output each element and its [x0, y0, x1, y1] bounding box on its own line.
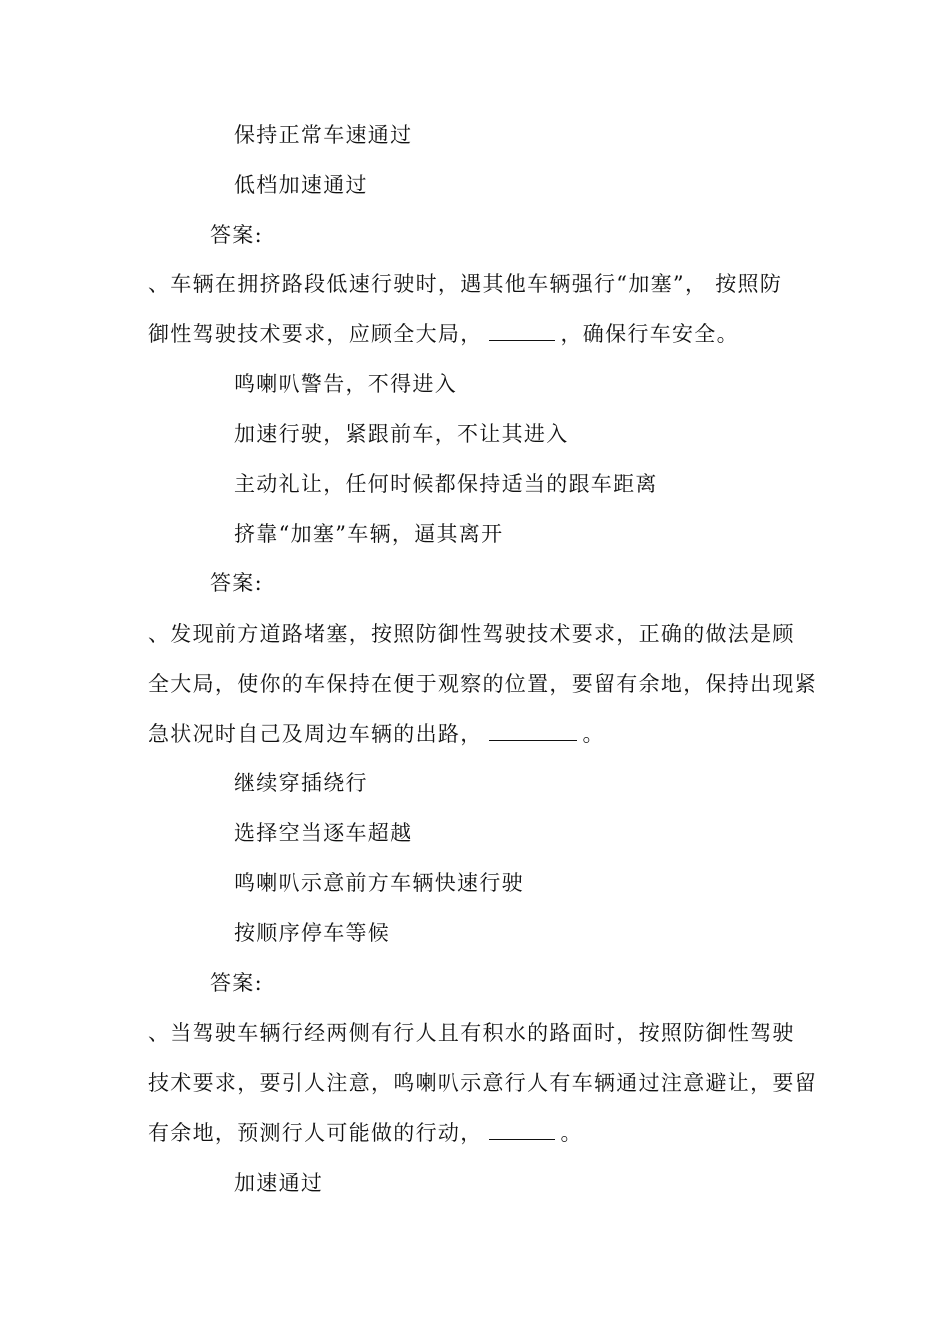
question-1-text-after-blank: ，确保行车安全。: [560, 322, 739, 346]
option-a: 鸣喇叭警告，不得进入: [234, 372, 457, 396]
option-a: 保持正常车速通过: [234, 123, 413, 147]
question-3-line-3: [148, 1120, 583, 1146]
answer-label: 答案:: [210, 971, 263, 995]
option-b: 加速行驶，紧跟前车，不让其进入: [234, 422, 569, 446]
option-b: 选择空当逐车超越: [234, 821, 413, 845]
option-d: 按顺序停车等候: [234, 921, 391, 945]
answer-blank: [489, 1121, 555, 1140]
option-c: 主动礼让，任何时候都保持适当的跟车距离: [234, 472, 658, 496]
question-2-line-1: 、发现前方道路堵塞，按照防御性驾驶技术要求，正确的做法是顾: [148, 622, 795, 646]
question-2-line-2: 全大局，使你的车保持在便于观察的位置，要留有余地，保持出现紧: [148, 672, 817, 696]
option-a: 继续穿插绕行: [234, 771, 368, 795]
question-3-line-1: 、当驾驶车辆行经两侧有行人且有积水的路面时，按照防御性驾驶: [148, 1021, 795, 1045]
question-2-text-before-blank: 急状况时自己及周边车辆的出路，: [148, 722, 483, 746]
option-c: 鸣喇叭示意前方车辆快速行驶: [234, 871, 524, 895]
option-a: 加速通过: [234, 1171, 324, 1195]
option-b: 低档加速通过: [234, 173, 368, 197]
question-3-line-2: 技术要求，要引人注意，鸣喇叭示意行人有车辆通过注意避让，要留: [148, 1071, 817, 1095]
question-1-text-before-blank: 御性驾驶技术要求，应顾全大局，: [148, 322, 483, 346]
answer-label: 答案:: [210, 223, 263, 247]
question-3-text-before-blank: 有余地，预测行人可能做的行动，: [148, 1121, 483, 1145]
question-1-line-2: [148, 321, 739, 347]
question-2-text-after-blank: 。: [582, 722, 605, 746]
question-1-line-1: 、车辆在拥挤路段低速行驶时，遇其他车辆强行“加塞”， 按照防: [148, 272, 783, 296]
answer-blank: [489, 322, 555, 341]
option-d: 挤靠“加塞”车辆，逼其离开: [234, 522, 504, 546]
question-2-line-3: [148, 721, 605, 747]
answer-label: 答案:: [210, 571, 263, 595]
question-3-text-after-blank: 。: [560, 1121, 583, 1145]
answer-blank: [489, 722, 577, 741]
